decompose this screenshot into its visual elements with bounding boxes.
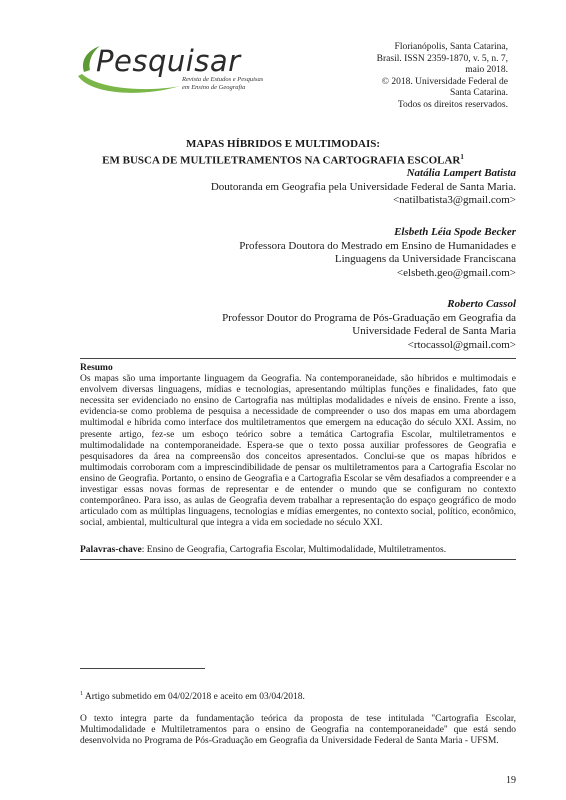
abstract bbox=[80, 363, 516, 529]
paper-title bbox=[40, 138, 526, 168]
author-email: <natilbatista3@gmail.com> bbox=[392, 194, 516, 206]
journal-info-line: Brasil. ISSN 2359-1870, v. 5, n. 7, bbox=[376, 53, 508, 64]
author-email: <elsbeth.geo@gmail.com> bbox=[396, 266, 516, 279]
footnote-2: O texto integra parte da fundamentação teórica da proposta de tese intitulada "Cartografia Escolar, Multimodalidade e Multiletramentos para o ensino de Geografia na contemporaneidade" que está sendo desenvolvida no Programa de Pós-Graduação em Geografia da Universidade Federal de Santa Maria - UFSM. bbox=[80, 714, 516, 747]
author-affiliation: Doutoranda em Geografia pela Universidade Federal de Santa Maria. bbox=[210, 180, 516, 193]
author-block bbox=[211, 167, 516, 208]
journal-info-line: © 2018. Universidade Federal de bbox=[381, 76, 508, 87]
journal-info-line: Santa Catarina. bbox=[449, 88, 508, 99]
title-line-2: EM BUSCA DE MULTILETRAMENTOS NA CARTOGRAFIA ESCOLAR$^1$ bbox=[102, 153, 464, 167]
author-affiliation: Universidade Federal de Santa Maria bbox=[352, 325, 516, 337]
journal-logo bbox=[70, 36, 270, 98]
abstract-bottom-rule bbox=[80, 559, 516, 560]
author-name: Roberto Cassol bbox=[447, 298, 516, 310]
logo-subtitle: Revista de Estudos e Pesquisas em Ensino de Geografia bbox=[182, 76, 264, 91]
page-number: 19 bbox=[506, 775, 516, 786]
abstract-top-rule bbox=[80, 358, 516, 359]
author-name: Natália Lampert Batista bbox=[406, 167, 516, 179]
author-block bbox=[239, 226, 516, 280]
footnote-separator bbox=[80, 668, 205, 669]
author-email: <rtocassol@gmail.com> bbox=[407, 338, 516, 351]
footnote-1-mark: 1 bbox=[80, 691, 83, 697]
title-line-1: MAPAS HÍBRIDOS E MULTIMODAIS: bbox=[185, 138, 381, 150]
keywords-text: : Ensino de Geografia, Cartografia Escolar, Multimodalidade, Multiletramentos. bbox=[141, 545, 447, 555]
author-name: Elsbeth Léia Spode Becker bbox=[394, 226, 516, 238]
keywords-label: Palavras-chave bbox=[80, 545, 142, 555]
journal-info-line: Florianópolis, Santa Catarina, bbox=[394, 42, 508, 52]
keywords bbox=[80, 545, 516, 556]
journal-info bbox=[330, 42, 508, 112]
journal-info-line: Todos os direitos reservados. bbox=[397, 99, 508, 110]
title-footnote-mark: 1 bbox=[460, 153, 464, 161]
abstract-heading: Resumo bbox=[80, 363, 113, 373]
journal-info-line: maio 2018. bbox=[465, 65, 508, 76]
abstract-text: Os mapas são uma importante linguagem da Geografia. Na contemporaneidade, são híbridos e multimodais e envolvem diversas linguagens, mídias e tecnologias, apresentando múltiplas funções e finalidades, fato que necessita ser evidenciado no ensino de Cartografia nas múltiplas modalidades e níveis de ensino. Frente a isso, evidencia-se como problema de pesquisa a necessidade de compreender o uso dos mapas em uma abordagem multimodal e híbrida como interface dos multiletramentos que emergem na educação do século XXI. Assim, no presente artigo, fez-se um esboço teórico sobre a temática Cartografia Escolar, multiletramentos e multimodalidade na contemporaneidade. Espera-se que o texto possa auxiliar professores de Geografia e pesquisadores da área na compreensão dos conceitos apresentados. Conclui-se que os mapas híbridos e multimodais corroboram com a imprescindibilidade de pensar os multiletramentos para a Cartografia Escolar no ensino de Geografia. Portanto, o ensino de Geografia e a Cartografia Escolar se vêm desafiados a compreender e a investigar essas novas formas de representar e de entender o mundo que se configuram no contexto contemporâneo. Para isso, as aulas de Geografia devem trabalhar a representação do espaço geográfico de modo articulado com as múltiplas linguagens, tecnologias e mídias emergentes, no contexto social, político, econômico, social, ambiental, multicultural que integra a vida em sociedade no século XXI. bbox=[80, 374, 516, 529]
footnote-1 bbox=[80, 689, 305, 703]
author-block bbox=[222, 298, 516, 352]
author-affiliation: Linguagens da Universidade Franciscana bbox=[334, 253, 516, 265]
logo-wordmark: Pesquisar bbox=[96, 44, 241, 78]
author-affiliation: Professor Doutor do Programa de Pós-Graduação em Geografia da bbox=[222, 311, 516, 324]
footnote-1-text: Artigo submetido em 04/02/2018 e aceito em 03/04/2018. bbox=[83, 692, 305, 703]
author-affiliation: Professora Doutora do Mestrado em Ensino de Humanidades e bbox=[239, 239, 516, 252]
